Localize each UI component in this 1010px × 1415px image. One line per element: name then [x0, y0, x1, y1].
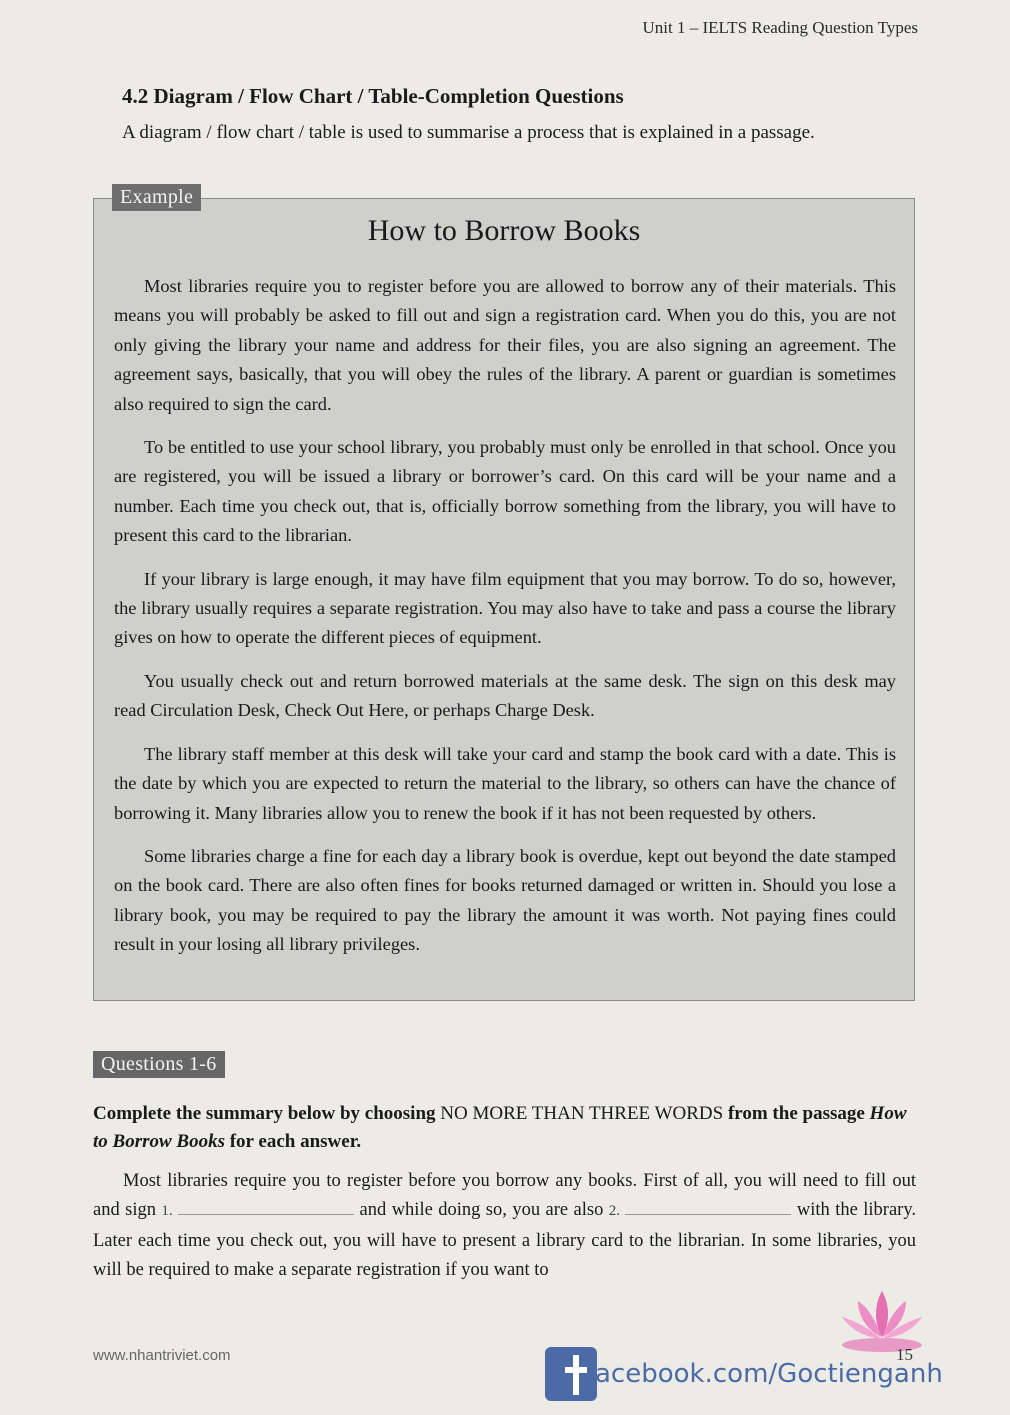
answer-blank-1[interactable] — [178, 1214, 354, 1215]
passage-paragraph: Most libraries require you to register before you are allowed to borrow any of their materials. This means you will probably be asked to fill out and sign a registration card. When you do this, you are not only giving the library your name and address for their files, you are also signing an agreement. The agreement says, basically, that you will obey the rules of the library. A parent or guardian is sometimes also required to sign the card. — [114, 276, 896, 414]
passage-paragraph: The library staff member at this desk will take your card and stamp the book card with a date. This is the date by which you are expected to return the material to the library, so others can have the chance of borrowing it. Many libraries allow you to renew the book if it has not been requested by others. — [114, 743, 896, 823]
instruction-word-limit: NO MORE THAN THREE WORDS — [440, 1103, 724, 1124]
blank-number: 2. — [608, 1203, 621, 1220]
instruction-text: from the passage — [723, 1103, 870, 1124]
blank-number: 1. — [161, 1203, 173, 1220]
passage-paragraph: To be entitled to use your school library, you probably must only be enrolled in that school. Once you are registered, you will be issued a library or borrower’s card. On this card will be your name and a number. Each time you check out, that is, officially borrow something from the library, you will have to present this card to the librarian. — [114, 437, 896, 546]
instruction-passage-title: How to Borrow Books — [93, 1103, 907, 1152]
passage-paragraph: Some libraries charge a fine for each day a library book is overdue, kept out beyond the date stamped on the book card. There are also often fines for books returned damaged or written in. Should you lose a library book, you may be required to pay the library the amount it was worth. Not paying fines could result in your losing all library privileges. — [114, 845, 896, 955]
summary-text — [93, 1167, 916, 1286]
section-intro: A diagram / flow chart / table is used to summarise a process that is explained in a passage. — [122, 122, 815, 143]
instruction-text: Complete the summary below by choosing — [93, 1103, 441, 1124]
watermark-path: /Goctienganh — [768, 1359, 943, 1389]
running-header: Unit 1 – IELTS Reading Question Types — [642, 18, 918, 37]
example-label: Example — [112, 184, 201, 211]
answer-blank-2[interactable] — [625, 1214, 791, 1215]
questions-label: Questions 1-6 — [93, 1051, 225, 1078]
passage-paragraph: You usually check out and return borrowed materials at the same desk. The sign on this desk may read Circulation Desk, Check Out Here, or perhaps Charge Desk. — [114, 670, 896, 721]
question-instructions — [93, 1100, 916, 1156]
footer-url: www.nhantriviet.com — [93, 1347, 231, 1364]
section-heading: 4.2 Diagram / Flow Chart / Table-Completion Questions — [122, 84, 624, 108]
passage-body — [114, 272, 896, 974]
facebook-watermark-text — [595, 1359, 943, 1389]
instruction-text: for each answer. — [224, 1131, 362, 1152]
lotus-flower-icon — [834, 1283, 930, 1355]
passage-title: How to Borrow Books — [367, 214, 641, 247]
page-number: 15 — [896, 1345, 913, 1364]
summary-text-part: and while doing so, you are also — [354, 1200, 609, 1221]
passage-paragraph: If your library is large enough, it may have film equipment that you may borrow. To do so, however, the library usually requires a separate registration. You may also have to take and pass a course the library gives on how to operate the different pieces of equipment. — [114, 568, 896, 648]
summary-text-part: with the library. Later each time you check out, you will have to present a library card to the librarian. In some libraries, you will be required to make a separate registration if you want to — [93, 1200, 916, 1281]
summary-text-part: Most libraries require you to register before you borrow any books. First of all, you will need to fill out and sign — [93, 1171, 916, 1221]
facebook-logo-icon — [545, 1347, 597, 1401]
watermark-domain: acebook.com — [595, 1359, 769, 1389]
